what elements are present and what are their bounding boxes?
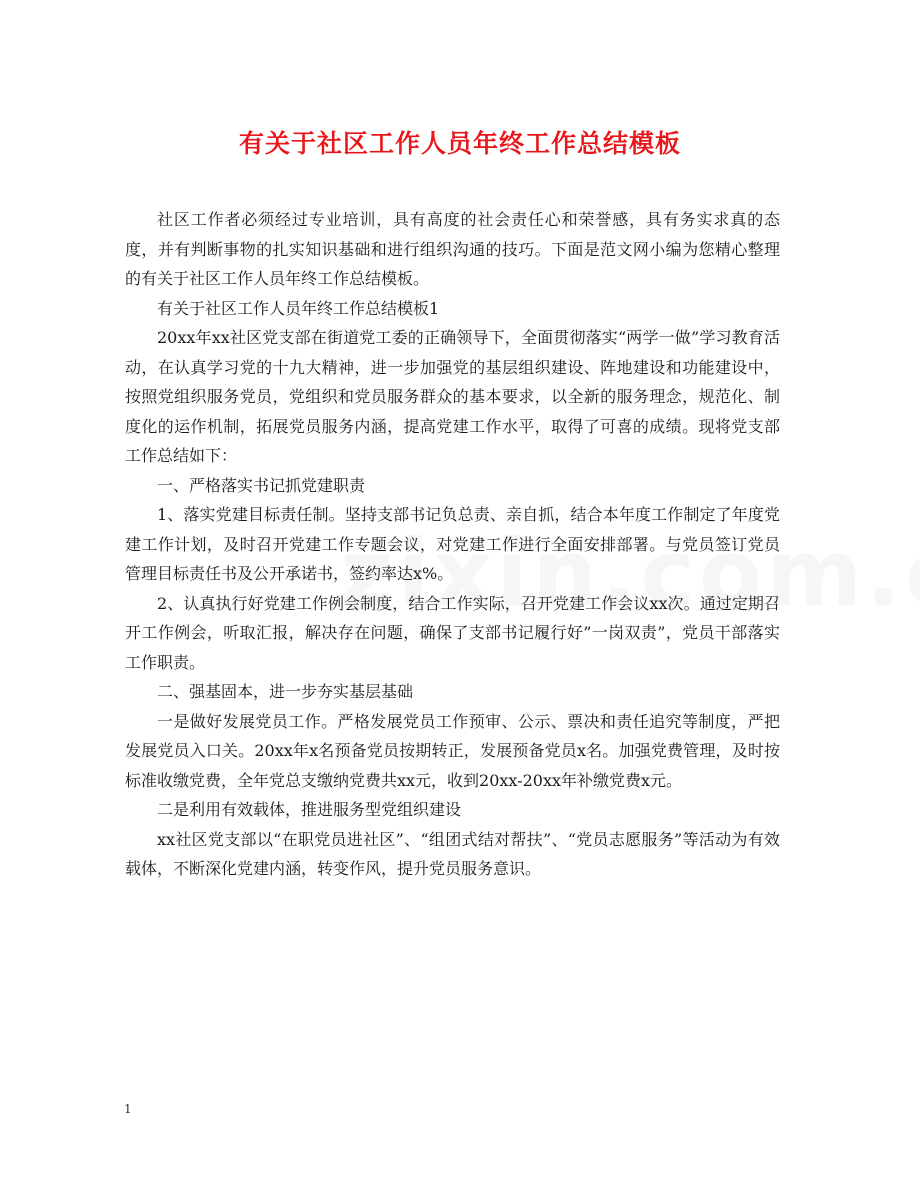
paragraph-item-2: 2、认真执行好党建工作例会制度，结合工作实际，召开党建工作会议xx次。通过定期召开工作例会，听取汇报，解决存在问题，确保了支部书记履行好”一岗双责”，党员干部落实工作职责。	[125, 593, 780, 672]
paragraph-item-1: 1、落实党建目标责任制。坚持支部书记负总责、亲自抓，结合本年度工作制定了年度党建工作计划，及时召开党建工作专题会议，对党建工作进行全面安排部署。与党员签订党员管理目标责任书及公开承诺书，签约率达x%。	[125, 505, 780, 583]
paragraph-activities: xx社区党支部以“在职党员进社区”、“组团式结对帮扶”、“党员志愿服务”等活动为有效载体，不断深化党建内涵，转变作风，提升党员服务意识。	[125, 829, 780, 878]
paragraph-overview: 20xx年xx社区党支部在街道党工委的正确领导下，全面贯彻落实“两学一做”学习教育活动，在认真学习党的十九大精神，进一步加强党的基层组织建设、阵地建设和功能建设中，按照党组织服务党员，党组织和党员服务群众的基本要求，以全新的服务理念，规范化、制度化的运作机制，拓展党员服务内涵，提高党建工作水平，取得了可喜的成绩。现将党支部工作总结如下：	[125, 328, 780, 465]
section-heading-1: 一、严格落实书记抓党建职责	[157, 475, 366, 495]
document-body	[125, 205, 780, 884]
section-heading-2: 二、强基固本，进一步夯实基层基础	[157, 682, 414, 701]
paragraph-member-development: 一是做好发展党员工作。严格发展党员工作预审、公示、票决和责任追究等制度，严把发展党员入口关。20xx年x名预备党员按期转正，发展预备党员x名。加强党费管理，及时按标准收缴党费，全年党总支缴纳党费共xx元，收到20xx-20xx年补缴党费x元。	[125, 711, 780, 790]
document-title: 有关于社区工作人员年终工作总结模板	[238, 129, 681, 158]
paragraph-intro: 社区工作者必须经过专业培训，具有高度的社会责任心和荣誉感，具有务实求真的态度，并有判断事物的扎实知识基础和进行组织沟通的技巧。下面是范文网小编为您精心整理的有关于社区工作人员年终工作总结模板。	[125, 210, 780, 288]
paragraph-subheading: 二是利用有效载体，推进服务型党组织建设	[157, 800, 462, 819]
page-number: 1	[124, 1102, 132, 1116]
paragraph-template-heading: 有关于社区工作人员年终工作总结模板1	[157, 298, 440, 318]
